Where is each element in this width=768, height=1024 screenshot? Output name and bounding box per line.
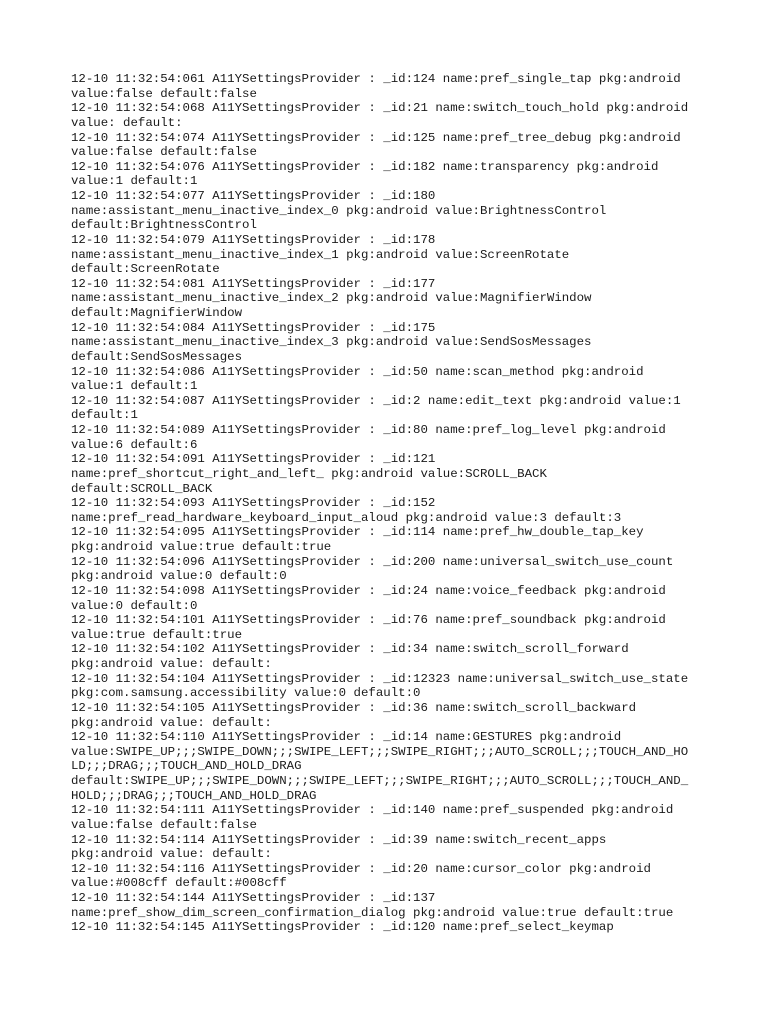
log-line: default:SCROLL_BACK xyxy=(71,481,213,496)
log-line: default:MagnifierWindow xyxy=(71,306,243,320)
log-line: 12-10 11:32:54:076 A11YSettingsProvider : _id:182 name:transparency pkg:android xyxy=(71,159,659,174)
log-line: 12-10 11:32:54:105 A11YSettingsProvider : _id:36 name:switch_scroll_backward xyxy=(71,700,637,715)
log-line: value:#008cff default:#008cff xyxy=(71,876,287,891)
log-line: value:false default:false xyxy=(71,817,257,832)
log-line: 12-10 11:32:54:068 A11YSettingsProvider : _id:21 name:switch_touch_hold pkg:android xyxy=(71,101,689,116)
log-line: name:assistant_menu_inactive_index_0 pkg:android value:BrightnessControl xyxy=(71,203,607,218)
log-line: 12-10 11:32:54:093 A11YSettingsProvider : _id:152 xyxy=(71,496,436,511)
log-line: value:6 default:6 xyxy=(71,437,198,452)
log-line: 12-10 11:32:54:081 A11YSettingsProvider : _id:177 xyxy=(71,276,436,291)
log-line: 12-10 11:32:54:079 A11YSettingsProvider : _id:178 xyxy=(71,232,436,247)
log-line: default:BrightnessControl xyxy=(71,218,257,233)
log-line: 12-10 11:32:54:096 A11YSettingsProvider : _id:200 name:universal_switch_use_count xyxy=(71,554,674,569)
log-line: 12-10 11:32:54:110 A11YSettingsProvider : _id:14 name:GESTURES pkg:android xyxy=(71,730,622,745)
log-line: 12-10 11:32:54:077 A11YSettingsProvider : _id:180 xyxy=(71,189,436,203)
log-line: 12-10 11:32:54:074 A11YSettingsProvider : _id:125 name:pref_tree_debug pkg:android xyxy=(71,130,681,145)
log-line: value:true default:true xyxy=(71,627,243,642)
log-line: value: default: xyxy=(71,115,183,130)
log-line: 12-10 11:32:54:104 A11YSettingsProvider : _id:12323 name:universal_switch_use_state xyxy=(71,671,689,686)
log-line: 12-10 11:32:54:144 A11YSettingsProvider : _id:137 xyxy=(71,891,436,905)
log-line: value:false default:false xyxy=(71,86,257,101)
log-line: pkg:com.samsung.accessibility value:0 default:0 xyxy=(71,686,421,701)
log-line: value:0 default:0 xyxy=(71,598,198,613)
log-line: 12-10 11:32:54:114 A11YSettingsProvider : _id:39 name:switch_recent_apps xyxy=(71,832,607,847)
log-line: 12-10 11:32:54:116 A11YSettingsProvider : _id:20 name:cursor_color pkg:android xyxy=(71,861,651,876)
log-line: default:ScreenRotate xyxy=(71,262,220,277)
log-line: name:pref_read_hardware_keyboard_input_aloud pkg:android value:3 default:3 xyxy=(71,510,622,525)
log-line: 12-10 11:32:54:086 A11YSettingsProvider : _id:50 name:scan_method pkg:android xyxy=(71,364,644,379)
log-line: default:SendSosMessages xyxy=(71,349,243,364)
log-line: 12-10 11:32:54:091 A11YSettingsProvider : _id:121 xyxy=(71,452,436,467)
log-line: 12-10 11:32:54:061 A11YSettingsProvider : _id:124 name:pref_single_tap pkg:android xyxy=(71,72,681,86)
log-line: 12-10 11:32:54:102 A11YSettingsProvider : _id:34 name:switch_scroll_forward xyxy=(71,642,629,657)
log-line: name:pref_shortcut_right_and_left_ pkg:android value:SCROLL_BACK xyxy=(71,466,547,481)
log-line: value:false default:false xyxy=(71,145,257,160)
log-line: value:SWIPE_UP;;;SWIPE_DOWN;;;SWIPE_LEFT;;;SWIPE_RIGHT;;;AUTO_SCROLL;;;TOUCH_AND_HO xyxy=(71,744,689,759)
log-text-block xyxy=(71,72,711,935)
log-line: 12-10 11:32:54:087 A11YSettingsProvider : _id:2 name:edit_text pkg:android value:1 xyxy=(71,393,681,408)
log-line: default:1 xyxy=(71,408,138,423)
log-line: 12-10 11:32:54:101 A11YSettingsProvider : _id:76 name:pref_soundback pkg:android xyxy=(71,613,666,628)
log-line: pkg:android value:true default:true xyxy=(71,540,332,554)
log-line: 12-10 11:32:54:095 A11YSettingsProvider : _id:114 name:pref_hw_double_tap_key xyxy=(71,525,644,540)
log-line: name:assistant_menu_inactive_index_1 pkg:android value:ScreenRotate xyxy=(71,247,570,262)
log-line: pkg:android value:0 default:0 xyxy=(71,569,287,584)
log-line: 12-10 11:32:54:098 A11YSettingsProvider : _id:24 name:voice_feedback pkg:android xyxy=(71,583,666,598)
log-line: name:assistant_menu_inactive_index_3 pkg:android value:SendSosMessages xyxy=(71,335,592,350)
log-line: value:1 default:1 xyxy=(71,379,198,394)
log-line: name:assistant_menu_inactive_index_2 pkg:android value:MagnifierWindow xyxy=(71,291,592,306)
log-line: pkg:android value: default: xyxy=(71,657,272,671)
log-line: pkg:android value: default: xyxy=(71,847,272,862)
log-line: name:pref_show_dim_screen_confirmation_dialog pkg:android value:true default:true xyxy=(71,905,674,920)
log-line: pkg:android value: default: xyxy=(71,715,272,730)
log-line: LD;;;DRAG;;;TOUCH_AND_HOLD_DRAG xyxy=(71,759,302,774)
log-line: value:1 default:1 xyxy=(71,174,198,189)
log-line: default:SWIPE_UP;;;SWIPE_DOWN;;;SWIPE_LEFT;;;SWIPE_RIGHT;;;AUTO_SCROLL;;;TOUCH_AND_ xyxy=(71,774,689,788)
log-line: 12-10 11:32:54:111 A11YSettingsProvider : _id:140 name:pref_suspended pkg:android xyxy=(71,803,674,818)
log-line: 12-10 11:32:54:089 A11YSettingsProvider : _id:80 name:pref_log_level pkg:android xyxy=(71,423,666,437)
log-line: HOLD;;;DRAG;;;TOUCH_AND_HOLD_DRAG xyxy=(71,788,317,803)
log-line: 12-10 11:32:54:145 A11YSettingsProvider : _id:120 name:pref_select_keymap xyxy=(71,920,614,935)
log-line: 12-10 11:32:54:084 A11YSettingsProvider : _id:175 xyxy=(71,320,436,335)
